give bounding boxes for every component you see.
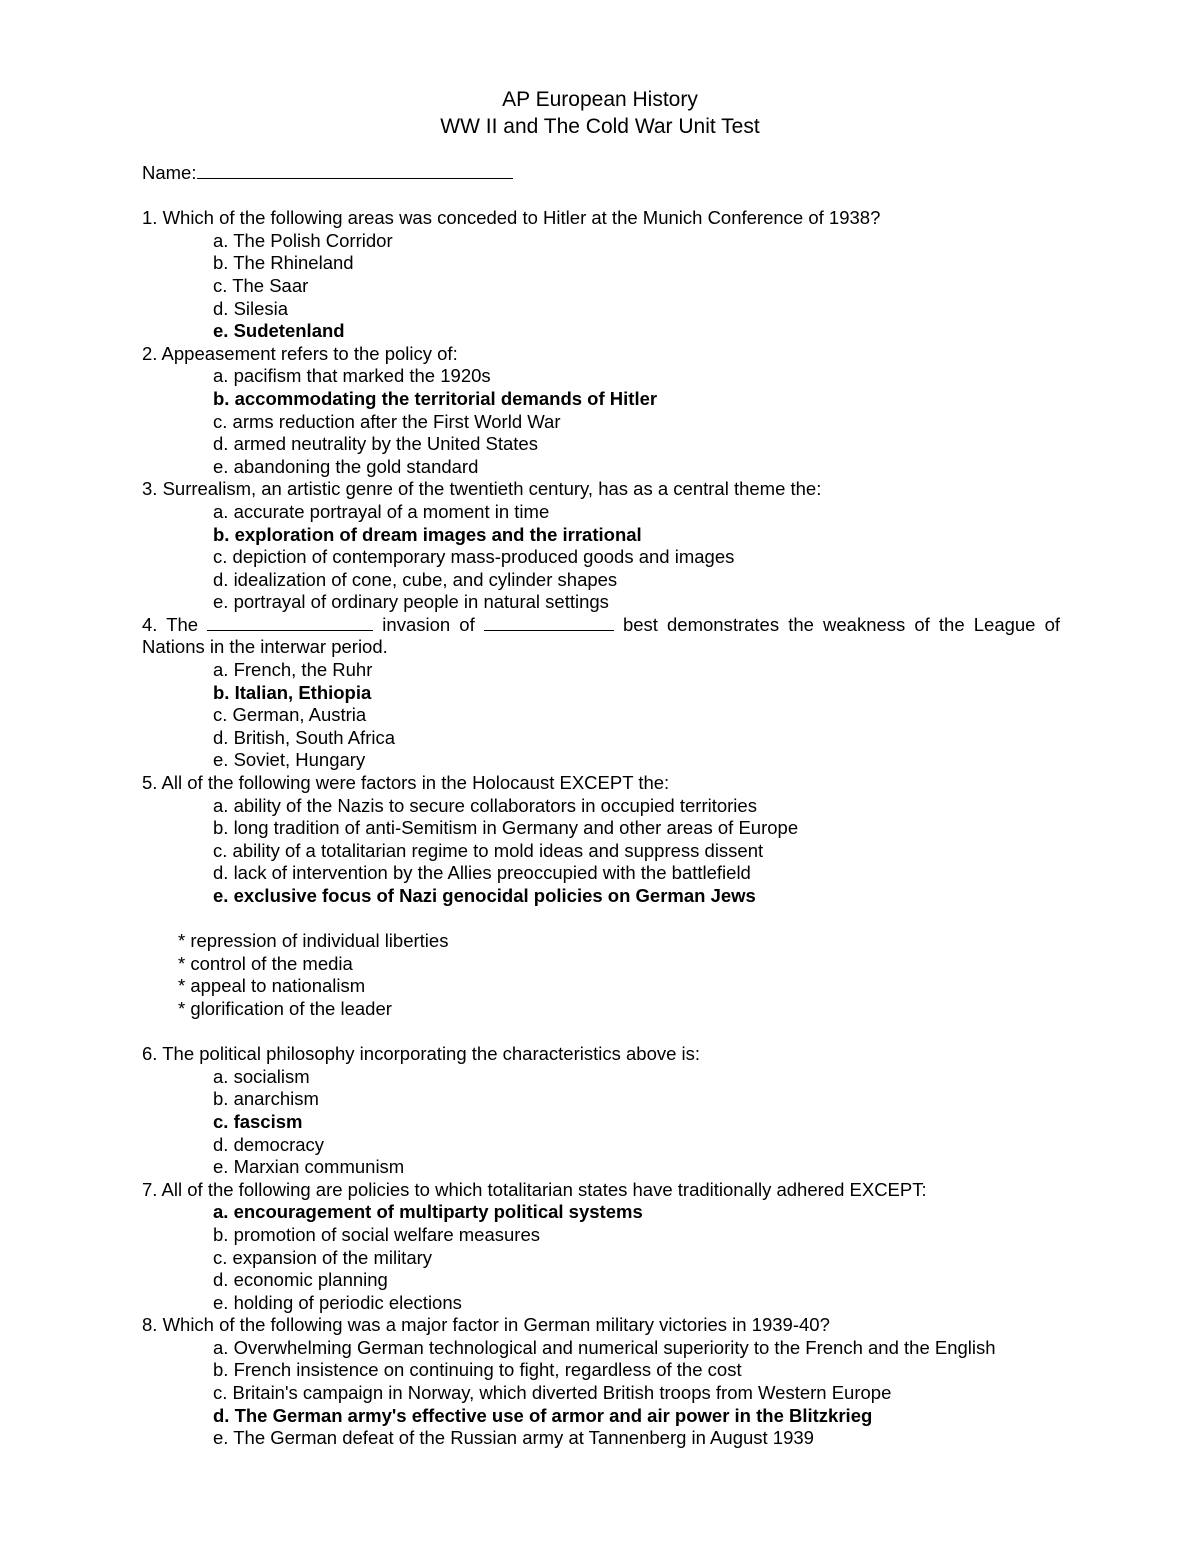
q3-option-a: a. accurate portrayal of a moment in time — [213, 500, 550, 522]
q3-option-c: c. depiction of contemporary mass-produced goods and images — [213, 546, 735, 568]
q7-option-d: d. economic planning — [213, 1269, 388, 1291]
q4-text-part1: 4. The — [142, 613, 199, 635]
q4-text-part3: best demonstrates the weakness of the League of — [622, 613, 1061, 635]
q1-option-a: a. The Polish Corridor — [213, 229, 393, 251]
test-content — [142, 162, 1060, 1450]
q5-option-d: d. lack of intervention by the Allies preoccupied with the battlefield — [213, 862, 751, 884]
question-1: 1. Which of the following areas was conceded to Hitler at the Munich Conference of 1938? — [142, 207, 881, 229]
name-line — [142, 162, 1060, 185]
spacer — [142, 1021, 1060, 1044]
q3-option-d: d. idealization of cone, cube, and cylinder shapes — [213, 568, 618, 590]
q1-option-e-answer: e. Sudetenland — [213, 320, 345, 342]
q1-option-b: b. The Rhineland — [213, 252, 354, 274]
q2-option-d: d. armed neutrality by the United States — [213, 433, 538, 455]
bullet-item: * glorification of the leader — [178, 997, 392, 1019]
spacer — [142, 908, 1060, 931]
q2-option-a: a. pacifism that marked the 1920s — [213, 365, 491, 387]
q4-blank-1[interactable] — [207, 614, 373, 631]
q1-option-c: c. The Saar — [213, 274, 309, 296]
q4-option-e: e. Soviet, Hungary — [213, 749, 366, 771]
course-title: AP European History — [502, 88, 698, 111]
q6-option-c-answer: c. fascism — [213, 1110, 303, 1132]
q1-option-d: d. Silesia — [213, 297, 289, 319]
question-4 — [142, 614, 1060, 637]
q8-option-c: c. Britain's campaign in Norway, which diverted British troops from Western Europe — [213, 1382, 892, 1404]
q4-option-d: d. British, South Africa — [213, 726, 396, 748]
question-4-line2: Nations in the interwar period. — [142, 636, 388, 658]
question-5: 5. All of the following were factors in the Holocaust EXCEPT the: — [142, 772, 670, 794]
question-3: 3. Surrealism, an artistic genre of the twentieth century, has as a central theme the: — [142, 478, 822, 500]
question-2: 2. Appeasement refers to the policy of: — [142, 342, 458, 364]
q5-option-b: b. long tradition of anti-Semitism in Germany and other areas of Europe — [213, 817, 799, 839]
q4-option-c: c. German, Austria — [213, 704, 367, 726]
bullet-item: * repression of individual liberties — [178, 930, 449, 952]
test-title: WW II and The Cold War Unit Test — [440, 115, 760, 138]
bullet-item: * control of the media — [178, 952, 353, 974]
q4-text-part2: invasion of — [382, 613, 475, 635]
q4-option-a: a. French, the Ruhr — [213, 659, 373, 681]
q8-option-d-answer: d. The German army's effective use of armor and air power in the Blitzkrieg — [213, 1404, 873, 1426]
name-label: Name: — [142, 162, 197, 183]
q6-option-d: d. democracy — [213, 1133, 325, 1155]
question-8: 8. Which of the following was a major factor in German military victories in 1939-40? — [142, 1314, 830, 1336]
q4-option-b-answer: b. Italian, Ethiopia — [213, 681, 372, 703]
q7-option-c: c. expansion of the military — [213, 1246, 433, 1268]
q2-option-c: c. arms reduction after the First World War — [213, 410, 561, 432]
q5-option-a: a. ability of the Nazis to secure collaborators in occupied territories — [213, 794, 757, 816]
q2-option-b-answer: b. accommodating the territorial demands of Hitler — [213, 387, 658, 409]
q3-option-b-answer: b. exploration of dream images and the irrational — [213, 523, 642, 545]
q4-blank-2[interactable] — [484, 614, 614, 631]
q7-option-b: b. promotion of social welfare measures — [213, 1223, 540, 1245]
q5-option-e-answer: e. exclusive focus of Nazi genocidal policies on German Jews — [213, 885, 756, 906]
q7-option-a-answer: a. encouragement of multiparty political systems — [213, 1201, 643, 1223]
q6-option-e: e. Marxian communism — [213, 1156, 405, 1178]
question-6: 6. The political philosophy incorporating the characteristics above is: — [142, 1043, 701, 1065]
q8-option-b: b. French insistence on continuing to fight, regardless of the cost — [213, 1359, 742, 1381]
q3-option-e: e. portrayal of ordinary people in natural settings — [213, 591, 609, 613]
q6-option-b: b. anarchism — [213, 1088, 319, 1110]
spacer — [142, 185, 1060, 208]
q7-option-e: e. holding of periodic elections — [213, 1291, 462, 1313]
bullet-item: * appeal to nationalism — [178, 975, 366, 997]
q6-option-a: a. socialism — [213, 1065, 310, 1087]
q2-option-e: e. abandoning the gold standard — [213, 455, 479, 477]
q8-option-e: e. The German defeat of the Russian army at Tannenberg in August 1939 — [213, 1427, 814, 1449]
name-blank[interactable] — [197, 162, 513, 179]
question-7: 7. All of the following are policies to which totalitarian states have traditionally adhered EXCEPT: — [142, 1178, 927, 1200]
q5-option-c: c. ability of a totalitarian regime to mold ideas and suppress dissent — [213, 839, 764, 861]
q8-option-a: a. Overwhelming German technological and numerical superiority to the French and the English — [213, 1336, 996, 1358]
document-header — [0, 86, 1200, 140]
